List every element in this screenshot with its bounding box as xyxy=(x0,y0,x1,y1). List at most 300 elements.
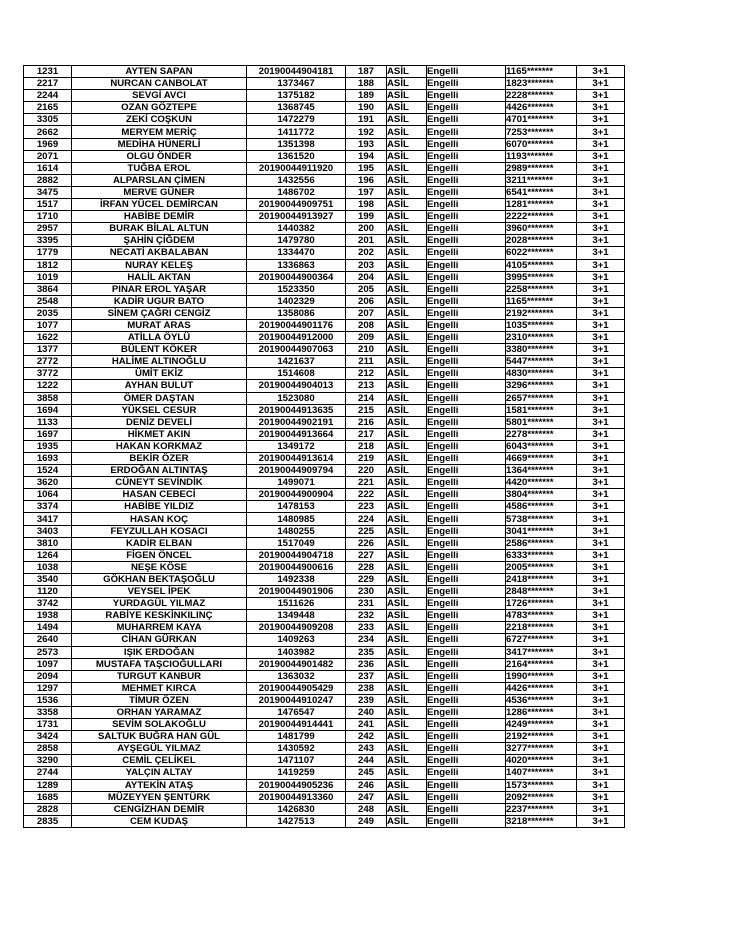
row-number-cell: 1377 xyxy=(24,344,72,356)
row-number-cell: 2035 xyxy=(24,307,72,319)
category-cell: Engelli xyxy=(427,404,506,416)
id-number-cell: 1368745 xyxy=(247,102,346,114)
id-number-cell: 20190044901176 xyxy=(247,319,346,331)
row-number-cell: 2548 xyxy=(24,295,72,307)
id-number-cell: 1523350 xyxy=(247,283,346,295)
quota-cell: 3+1 xyxy=(577,561,625,573)
status-cell: ASİL xyxy=(387,477,427,489)
status-cell: ASİL xyxy=(387,731,427,743)
name-cell: GÖKHAN BEKTAŞOĞLU xyxy=(72,573,247,585)
table-row xyxy=(24,803,625,815)
id-number-cell: 1430592 xyxy=(247,743,346,755)
phone-cell: 7253******* xyxy=(506,126,577,138)
name-cell: IŞIK ERDOĞAN xyxy=(72,646,247,658)
rank-cell: 249 xyxy=(346,815,387,827)
name-cell: CEM KUDAŞ xyxy=(72,815,247,827)
category-cell: Engelli xyxy=(427,634,506,646)
category-cell: Engelli xyxy=(427,682,506,694)
rank-cell: 224 xyxy=(346,513,387,525)
table-row xyxy=(24,731,625,743)
status-cell: ASİL xyxy=(387,380,427,392)
phone-cell: 2848******* xyxy=(506,586,577,598)
row-number-cell: 1697 xyxy=(24,428,72,440)
category-cell: Engelli xyxy=(427,525,506,537)
category-cell: Engelli xyxy=(427,513,506,525)
phone-cell: 1035******* xyxy=(506,319,577,331)
row-number-cell: 3305 xyxy=(24,114,72,126)
table-row xyxy=(24,114,625,126)
name-cell: YÜKSEL CESUR xyxy=(72,404,247,416)
category-cell: Engelli xyxy=(427,138,506,150)
status-cell: ASİL xyxy=(387,537,427,549)
quota-cell: 3+1 xyxy=(577,501,625,513)
table-row xyxy=(24,90,625,102)
quota-cell: 3+1 xyxy=(577,380,625,392)
row-number-cell: 1289 xyxy=(24,779,72,791)
phone-cell: 2192******* xyxy=(506,307,577,319)
rank-cell: 243 xyxy=(346,743,387,755)
quota-cell: 3+1 xyxy=(577,573,625,585)
category-cell: Engelli xyxy=(427,235,506,247)
status-cell: ASİL xyxy=(387,803,427,815)
row-number-cell: 2858 xyxy=(24,743,72,755)
quota-cell: 3+1 xyxy=(577,670,625,682)
status-cell: ASİL xyxy=(387,561,427,573)
name-cell: MUHARREM KAYA xyxy=(72,622,247,634)
row-number-cell: 2662 xyxy=(24,126,72,138)
rank-cell: 203 xyxy=(346,259,387,271)
rank-cell: 239 xyxy=(346,694,387,706)
row-number-cell: 1685 xyxy=(24,791,72,803)
id-number-cell: 1373467 xyxy=(247,78,346,90)
id-number-cell: 20190044913360 xyxy=(247,791,346,803)
id-number-cell: 1361520 xyxy=(247,150,346,162)
rank-cell: 204 xyxy=(346,271,387,283)
row-number-cell: 1779 xyxy=(24,247,72,259)
rank-cell: 245 xyxy=(346,767,387,779)
quota-cell: 3+1 xyxy=(577,622,625,634)
row-number-cell: 1019 xyxy=(24,271,72,283)
table-row xyxy=(24,138,625,150)
phone-cell: 2989******* xyxy=(506,162,577,174)
row-number-cell: 3742 xyxy=(24,598,72,610)
id-number-cell: 20190044909751 xyxy=(247,199,346,211)
table-row xyxy=(24,150,625,162)
phone-cell: 4105******* xyxy=(506,259,577,271)
quota-cell: 3+1 xyxy=(577,295,625,307)
rank-cell: 207 xyxy=(346,307,387,319)
row-number-cell: 3403 xyxy=(24,525,72,537)
row-number-cell: 3810 xyxy=(24,537,72,549)
id-number-cell: 1471107 xyxy=(247,755,346,767)
id-number-cell: 20190044909208 xyxy=(247,622,346,634)
status-cell: ASİL xyxy=(387,670,427,682)
name-cell: VEYSEL İPEK xyxy=(72,586,247,598)
name-cell: NEŞE KÖSE xyxy=(72,561,247,573)
rank-cell: 213 xyxy=(346,380,387,392)
quota-cell: 3+1 xyxy=(577,719,625,731)
category-cell: Engelli xyxy=(427,694,506,706)
id-number-cell: 1511626 xyxy=(247,598,346,610)
table-row xyxy=(24,779,625,791)
row-number-cell: 2640 xyxy=(24,634,72,646)
id-number-cell: 1427513 xyxy=(247,815,346,827)
status-cell: ASİL xyxy=(387,126,427,138)
table-row xyxy=(24,501,625,513)
row-number-cell: 3358 xyxy=(24,706,72,718)
table-row xyxy=(24,211,625,223)
status-cell: ASİL xyxy=(387,138,427,150)
row-number-cell: 3540 xyxy=(24,573,72,585)
name-cell: MERYEM MERİÇ xyxy=(72,126,247,138)
rank-cell: 240 xyxy=(346,706,387,718)
rank-cell: 192 xyxy=(346,126,387,138)
phone-cell: 6022******* xyxy=(506,247,577,259)
row-number-cell: 1133 xyxy=(24,416,72,428)
phone-cell: 1281******* xyxy=(506,199,577,211)
category-cell: Engelli xyxy=(427,66,506,78)
category-cell: Engelli xyxy=(427,186,506,198)
status-cell: ASİL xyxy=(387,501,427,513)
row-number-cell: 3858 xyxy=(24,392,72,404)
row-number-cell: 2244 xyxy=(24,90,72,102)
status-cell: ASİL xyxy=(387,235,427,247)
phone-cell: 1193******* xyxy=(506,150,577,162)
row-number-cell: 3417 xyxy=(24,513,72,525)
rank-cell: 212 xyxy=(346,368,387,380)
phone-cell: 4420******* xyxy=(506,477,577,489)
category-cell: Engelli xyxy=(427,646,506,658)
name-cell: ALPARSLAN ÇİMEN xyxy=(72,174,247,186)
row-number-cell: 2744 xyxy=(24,767,72,779)
quota-cell: 3+1 xyxy=(577,368,625,380)
rank-cell: 222 xyxy=(346,489,387,501)
category-cell: Engelli xyxy=(427,295,506,307)
quota-cell: 3+1 xyxy=(577,114,625,126)
table-row xyxy=(24,537,625,549)
rank-cell: 187 xyxy=(346,66,387,78)
row-number-cell: 1524 xyxy=(24,465,72,477)
status-cell: ASİL xyxy=(387,295,427,307)
table-row xyxy=(24,295,625,307)
table-row xyxy=(24,670,625,682)
phone-cell: 4830******* xyxy=(506,368,577,380)
name-cell: HALİL AKTAN xyxy=(72,271,247,283)
phone-cell: 4426******* xyxy=(506,102,577,114)
rank-cell: 201 xyxy=(346,235,387,247)
rank-cell: 214 xyxy=(346,392,387,404)
table-row xyxy=(24,126,625,138)
name-cell: AYTEKİN ATAŞ xyxy=(72,779,247,791)
phone-cell: 2418******* xyxy=(506,573,577,585)
table-row xyxy=(24,549,625,561)
id-number-cell: 20190044900904 xyxy=(247,489,346,501)
row-number-cell: 1694 xyxy=(24,404,72,416)
status-cell: ASİL xyxy=(387,211,427,223)
status-cell: ASİL xyxy=(387,755,427,767)
category-cell: Engelli xyxy=(427,428,506,440)
name-cell: HABİBE DEMİR xyxy=(72,211,247,223)
table-row xyxy=(24,368,625,380)
phone-cell: 4536******* xyxy=(506,694,577,706)
name-cell: MEHMET KIRCA xyxy=(72,682,247,694)
id-number-cell: 1514608 xyxy=(247,368,346,380)
id-number-cell: 1403982 xyxy=(247,646,346,658)
id-number-cell: 1517049 xyxy=(247,537,346,549)
table-row xyxy=(24,658,625,670)
phone-cell: 6070******* xyxy=(506,138,577,150)
status-cell: ASİL xyxy=(387,150,427,162)
name-cell: YURDAGÜL YILMAZ xyxy=(72,598,247,610)
rank-cell: 238 xyxy=(346,682,387,694)
phone-cell: 3417******* xyxy=(506,646,577,658)
quota-cell: 3+1 xyxy=(577,283,625,295)
phone-cell: 3296******* xyxy=(506,380,577,392)
rank-cell: 218 xyxy=(346,440,387,452)
rank-cell: 199 xyxy=(346,211,387,223)
category-cell: Engelli xyxy=(427,344,506,356)
table-row xyxy=(24,767,625,779)
name-cell: TUĞBA EROL xyxy=(72,162,247,174)
rank-cell: 198 xyxy=(346,199,387,211)
rank-cell: 211 xyxy=(346,356,387,368)
quota-cell: 3+1 xyxy=(577,634,625,646)
id-number-cell: 1486702 xyxy=(247,186,346,198)
quota-cell: 3+1 xyxy=(577,235,625,247)
phone-cell: 4426******* xyxy=(506,682,577,694)
category-cell: Engelli xyxy=(427,803,506,815)
status-cell: ASİL xyxy=(387,791,427,803)
row-number-cell: 3475 xyxy=(24,186,72,198)
rank-cell: 237 xyxy=(346,670,387,682)
table-row xyxy=(24,489,625,501)
name-cell: SEVGİ AVCI xyxy=(72,90,247,102)
rank-cell: 215 xyxy=(346,404,387,416)
status-cell: ASİL xyxy=(387,199,427,211)
id-number-cell: 20190044901482 xyxy=(247,658,346,670)
category-cell: Engelli xyxy=(427,78,506,90)
status-cell: ASİL xyxy=(387,66,427,78)
id-number-cell: 20190044904013 xyxy=(247,380,346,392)
table-row xyxy=(24,223,625,235)
table-row xyxy=(24,634,625,646)
table-row xyxy=(24,162,625,174)
status-cell: ASİL xyxy=(387,344,427,356)
id-number-cell: 1432556 xyxy=(247,174,346,186)
status-cell: ASİL xyxy=(387,743,427,755)
quota-cell: 3+1 xyxy=(577,537,625,549)
name-cell: MÜZEYYEN ŞENTÜRK xyxy=(72,791,247,803)
status-cell: ASİL xyxy=(387,332,427,344)
id-number-cell: 20190044913664 xyxy=(247,428,346,440)
phone-cell: 2005******* xyxy=(506,561,577,573)
table-row xyxy=(24,174,625,186)
row-number-cell: 3620 xyxy=(24,477,72,489)
quota-cell: 3+1 xyxy=(577,453,625,465)
name-cell: PINAR EROL YAŞAR xyxy=(72,283,247,295)
id-number-cell: 1481799 xyxy=(247,731,346,743)
phone-cell: 5801******* xyxy=(506,416,577,428)
quota-cell: 3+1 xyxy=(577,525,625,537)
name-cell: HABİBE YILDIZ xyxy=(72,501,247,513)
name-cell: FEYZULLAH KOSACI xyxy=(72,525,247,537)
status-cell: ASİL xyxy=(387,634,427,646)
rank-cell: 205 xyxy=(346,283,387,295)
id-number-cell: 20190044907063 xyxy=(247,344,346,356)
table-row xyxy=(24,561,625,573)
row-number-cell: 2957 xyxy=(24,223,72,235)
table-row xyxy=(24,78,625,90)
row-number-cell: 2828 xyxy=(24,803,72,815)
name-cell: HASAN CEBECİ xyxy=(72,489,247,501)
phone-cell: 6333******* xyxy=(506,549,577,561)
rank-cell: 223 xyxy=(346,501,387,513)
phone-cell: 1726******* xyxy=(506,598,577,610)
category-cell: Engelli xyxy=(427,319,506,331)
quota-cell: 3+1 xyxy=(577,102,625,114)
name-cell: HAKAN KORKMAZ xyxy=(72,440,247,452)
name-cell: TURGUT KANBUR xyxy=(72,670,247,682)
name-cell: ZEKİ COŞKUN xyxy=(72,114,247,126)
name-cell: ATİLLA ÖYLÜ xyxy=(72,332,247,344)
name-cell: ŞAHİN ÇİĞDEM xyxy=(72,235,247,247)
quota-cell: 3+1 xyxy=(577,743,625,755)
quota-cell: 3+1 xyxy=(577,199,625,211)
category-cell: Engelli xyxy=(427,247,506,259)
name-cell: CEMİL ÇELİKEL xyxy=(72,755,247,767)
quota-cell: 3+1 xyxy=(577,162,625,174)
table-row xyxy=(24,622,625,634)
status-cell: ASİL xyxy=(387,779,427,791)
table-row xyxy=(24,283,625,295)
category-cell: Engelli xyxy=(427,501,506,513)
phone-cell: 3211******* xyxy=(506,174,577,186)
category-cell: Engelli xyxy=(427,114,506,126)
rank-cell: 208 xyxy=(346,319,387,331)
quota-cell: 3+1 xyxy=(577,767,625,779)
row-number-cell: 1231 xyxy=(24,66,72,78)
status-cell: ASİL xyxy=(387,453,427,465)
table-row xyxy=(24,332,625,344)
quota-cell: 3+1 xyxy=(577,211,625,223)
applicant-list-table xyxy=(23,65,625,828)
table-row xyxy=(24,319,625,331)
quota-cell: 3+1 xyxy=(577,658,625,670)
id-number-cell: 20190044904718 xyxy=(247,549,346,561)
status-cell: ASİL xyxy=(387,428,427,440)
phone-cell: 3277******* xyxy=(506,743,577,755)
id-number-cell: 1351398 xyxy=(247,138,346,150)
table-body xyxy=(24,66,625,828)
id-number-cell: 20190044904181 xyxy=(247,66,346,78)
category-cell: Engelli xyxy=(427,223,506,235)
rank-cell: 197 xyxy=(346,186,387,198)
status-cell: ASİL xyxy=(387,658,427,670)
id-number-cell: 1480255 xyxy=(247,525,346,537)
quota-cell: 3+1 xyxy=(577,646,625,658)
name-cell: HASAN KOÇ xyxy=(72,513,247,525)
category-cell: Engelli xyxy=(427,755,506,767)
quota-cell: 3+1 xyxy=(577,428,625,440)
name-cell: AYHAN BULUT xyxy=(72,380,247,392)
table-row xyxy=(24,646,625,658)
phone-cell: 1364******* xyxy=(506,465,577,477)
phone-cell: 1407******* xyxy=(506,767,577,779)
id-number-cell: 20190044901906 xyxy=(247,586,346,598)
name-cell: HALİME ALTINOĞLU xyxy=(72,356,247,368)
row-number-cell: 3395 xyxy=(24,235,72,247)
status-cell: ASİL xyxy=(387,307,427,319)
rank-cell: 206 xyxy=(346,295,387,307)
name-cell: SİNEM ÇAĞRI CENGİZ xyxy=(72,307,247,319)
row-number-cell: 1097 xyxy=(24,658,72,670)
status-cell: ASİL xyxy=(387,646,427,658)
status-cell: ASİL xyxy=(387,815,427,827)
row-number-cell: 2772 xyxy=(24,356,72,368)
id-number-cell: 20190044913614 xyxy=(247,453,346,465)
row-number-cell: 1969 xyxy=(24,138,72,150)
id-number-cell: 20190044913635 xyxy=(247,404,346,416)
table-row xyxy=(24,513,625,525)
table-row xyxy=(24,694,625,706)
phone-cell: 4586******* xyxy=(506,501,577,513)
status-cell: ASİL xyxy=(387,489,427,501)
name-cell: ÜMİT EKİZ xyxy=(72,368,247,380)
name-cell: BURAK BİLAL ALTUN xyxy=(72,223,247,235)
id-number-cell: 1426830 xyxy=(247,803,346,815)
phone-cell: 1990******* xyxy=(506,670,577,682)
quota-cell: 3+1 xyxy=(577,416,625,428)
status-cell: ASİL xyxy=(387,525,427,537)
category-cell: Engelli xyxy=(427,392,506,404)
status-cell: ASİL xyxy=(387,404,427,416)
status-cell: ASİL xyxy=(387,573,427,585)
table-row xyxy=(24,682,625,694)
status-cell: ASİL xyxy=(387,271,427,283)
quota-cell: 3+1 xyxy=(577,126,625,138)
rank-cell: 210 xyxy=(346,344,387,356)
row-number-cell: 1264 xyxy=(24,549,72,561)
row-number-cell: 1038 xyxy=(24,561,72,573)
row-number-cell: 3374 xyxy=(24,501,72,513)
name-cell: ÖMER DAŞTAN xyxy=(72,392,247,404)
status-cell: ASİL xyxy=(387,416,427,428)
category-cell: Engelli xyxy=(427,356,506,368)
category-cell: Engelli xyxy=(427,706,506,718)
category-cell: Engelli xyxy=(427,102,506,114)
quota-cell: 3+1 xyxy=(577,513,625,525)
quota-cell: 3+1 xyxy=(577,549,625,561)
name-cell: BEKİR ÖZER xyxy=(72,453,247,465)
category-cell: Engelli xyxy=(427,332,506,344)
rank-cell: 195 xyxy=(346,162,387,174)
table-row xyxy=(24,706,625,718)
id-number-cell: 1472279 xyxy=(247,114,346,126)
name-cell: KADİR ELBAN xyxy=(72,537,247,549)
quota-cell: 3+1 xyxy=(577,610,625,622)
phone-cell: 2586******* xyxy=(506,537,577,549)
name-cell: MEDİHA HÜNERLİ xyxy=(72,138,247,150)
status-cell: ASİL xyxy=(387,114,427,126)
rank-cell: 235 xyxy=(346,646,387,658)
table-row xyxy=(24,271,625,283)
status-cell: ASİL xyxy=(387,174,427,186)
rank-cell: 241 xyxy=(346,719,387,731)
quota-cell: 3+1 xyxy=(577,90,625,102)
phone-cell: 2192******* xyxy=(506,731,577,743)
status-cell: ASİL xyxy=(387,622,427,634)
rank-cell: 202 xyxy=(346,247,387,259)
